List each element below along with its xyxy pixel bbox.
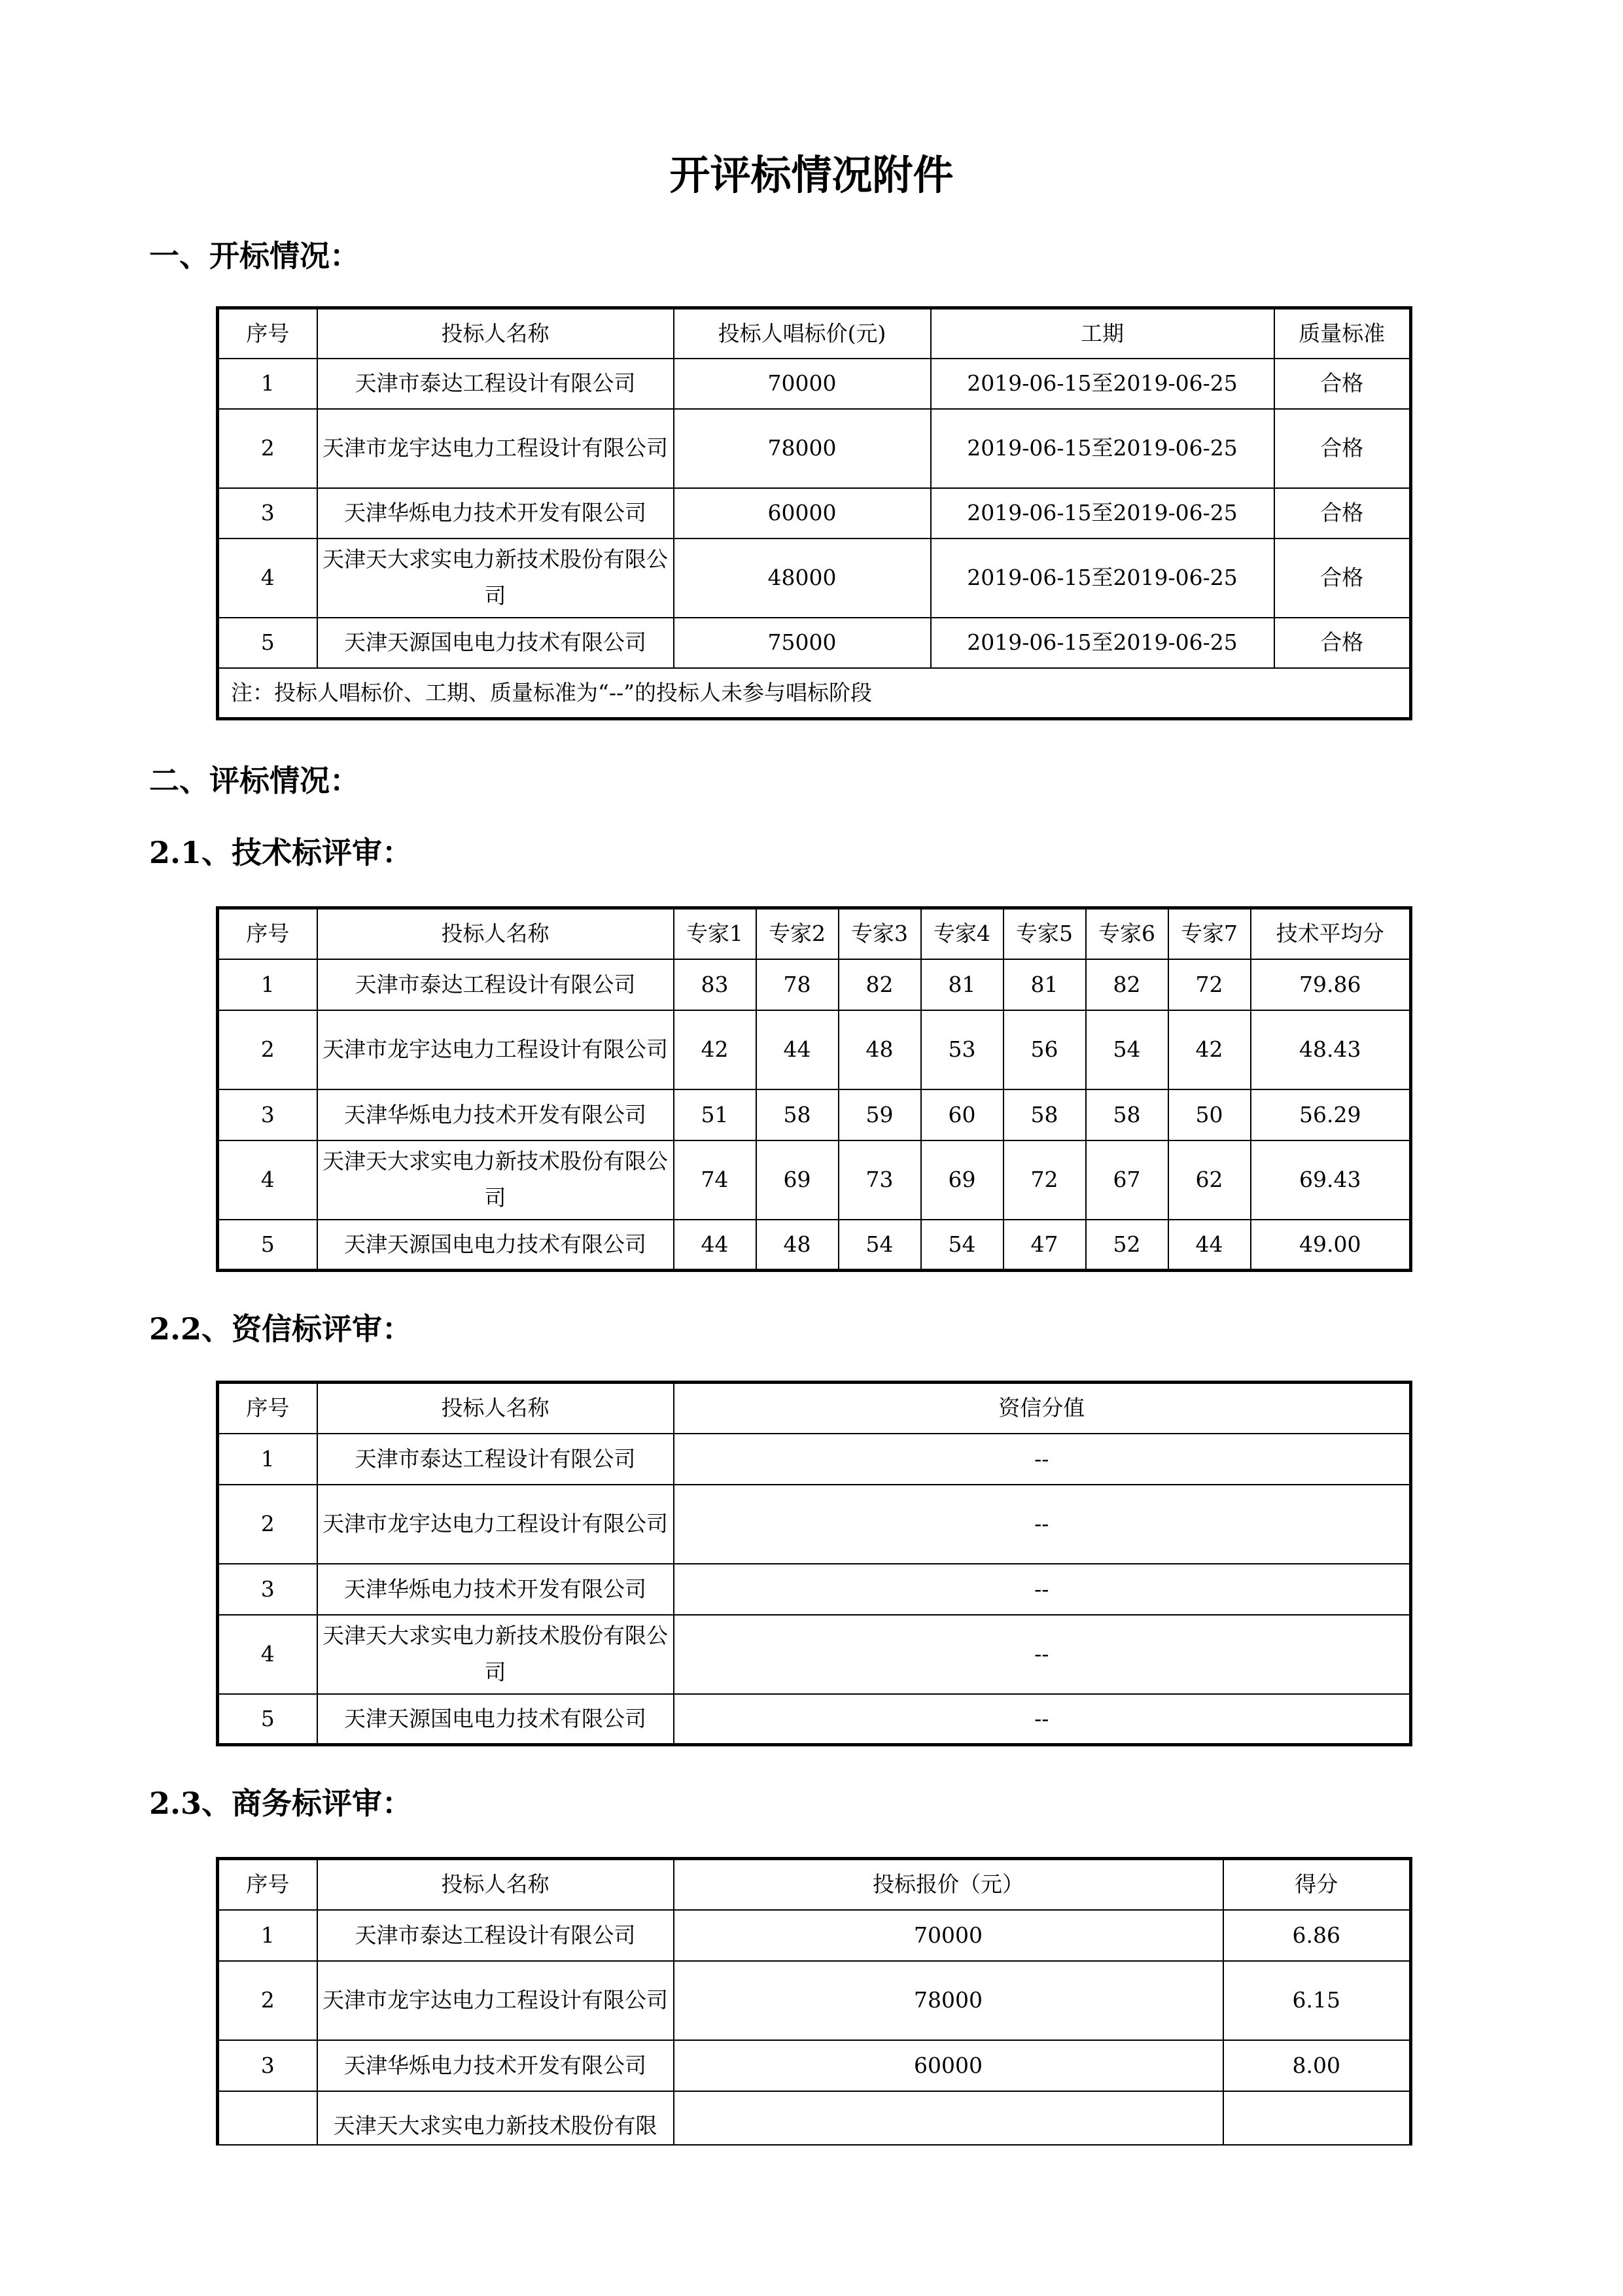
construction-period: 2019-06-15至2019-06-25 — [931, 539, 1274, 618]
bid-price: 48000 — [674, 539, 931, 618]
header-cell: 投标报价（元） — [674, 1859, 1223, 1910]
bidder-name: 天津天源国电电力技术有限公司 — [317, 1220, 674, 1271]
row-number: 3 — [218, 488, 317, 539]
bidder-name: 天津天源国电电力技术有限公司 — [317, 1694, 674, 1745]
bidder-name: 天津市泰达工程设计有限公司 — [317, 1434, 674, 1485]
expert-score: 72 — [1168, 959, 1251, 1010]
table-header-row — [218, 1859, 1411, 1910]
expert-score: 72 — [1003, 1140, 1086, 1220]
expert-score: 73 — [839, 1140, 921, 1220]
expert-score: 82 — [1086, 959, 1168, 1010]
bidder-name: 天津市泰达工程设计有限公司 — [317, 1910, 674, 1961]
bid-price — [674, 2091, 1223, 2145]
table-row — [218, 1140, 1411, 1220]
row-number: 1 — [218, 959, 317, 1010]
header-cell: 质量标准 — [1274, 308, 1411, 359]
table-row — [218, 1220, 1411, 1271]
expert-score: 83 — [674, 959, 756, 1010]
expert-score: 53 — [921, 1010, 1003, 1089]
bid-price: 75000 — [674, 618, 931, 668]
expert-score: 58 — [756, 1089, 839, 1140]
row-number: 4 — [218, 1140, 317, 1220]
expert-score: 42 — [674, 1010, 756, 1089]
expert-score: 48 — [839, 1010, 921, 1089]
table-note: 注：投标人唱标价、工期、质量标准为“--”的投标人未参与唱标阶段 — [218, 668, 1411, 719]
table-row — [218, 1564, 1411, 1615]
table-row — [218, 2040, 1411, 2091]
header-cell: 专家3 — [839, 908, 921, 959]
row-number — [218, 2091, 317, 2145]
credit-score: -- — [674, 1615, 1411, 1694]
table-row — [218, 1961, 1411, 2040]
construction-period: 2019-06-15至2019-06-25 — [931, 618, 1274, 668]
table-row — [218, 1910, 1411, 1961]
table-row — [218, 618, 1411, 668]
bid-price: 60000 — [674, 2040, 1223, 2091]
header-cell: 序号 — [218, 908, 317, 959]
expert-score: 81 — [921, 959, 1003, 1010]
row-number: 2 — [218, 1485, 317, 1564]
header-cell: 专家4 — [921, 908, 1003, 959]
table-header-row — [218, 308, 1411, 359]
expert-score: 54 — [1086, 1010, 1168, 1089]
bidder-name: 天津市泰达工程设计有限公司 — [317, 359, 674, 409]
expert-score: 52 — [1086, 1220, 1168, 1271]
table-row — [218, 959, 1411, 1010]
expert-score: 69 — [921, 1140, 1003, 1220]
table-row — [218, 1434, 1411, 1485]
quality-standard: 合格 — [1274, 488, 1411, 539]
section-commercial-review: 2.3、商务标评审： — [149, 1786, 413, 1821]
header-cell: 投标人名称 — [317, 1859, 674, 1910]
header-cell: 序号 — [218, 1859, 317, 1910]
commercial-score: 6.15 — [1223, 1961, 1411, 2040]
expert-score: 54 — [921, 1220, 1003, 1271]
header-cell: 专家5 — [1003, 908, 1086, 959]
bidder-name: 天津市龙宇达电力工程设计有限公司 — [317, 409, 674, 488]
expert-score: 51 — [674, 1089, 756, 1140]
expert-score: 62 — [1168, 1140, 1251, 1220]
commercial-score — [1223, 2091, 1411, 2145]
table-header-row — [218, 908, 1411, 959]
header-cell: 专家7 — [1168, 908, 1251, 959]
expert-score: 69 — [756, 1140, 839, 1220]
expert-score: 44 — [756, 1010, 839, 1089]
bidder-name: 天津华烁电力技术开发有限公司 — [317, 1089, 674, 1140]
expert-score: 82 — [839, 959, 921, 1010]
row-number: 3 — [218, 2040, 317, 2091]
row-number: 2 — [218, 1010, 317, 1089]
bid-price: 70000 — [674, 359, 931, 409]
header-cell: 序号 — [218, 308, 317, 359]
row-number: 5 — [218, 1220, 317, 1271]
expert-score: 54 — [839, 1220, 921, 1271]
credit-review-table — [216, 1381, 1412, 1746]
header-cell: 投标人名称 — [317, 1383, 674, 1434]
row-number: 3 — [218, 1089, 317, 1140]
expert-score: 48 — [756, 1220, 839, 1271]
bidder-name: 天津天大求实电力新技术股份有限公司 — [317, 1140, 674, 1220]
header-cell: 专家2 — [756, 908, 839, 959]
expert-score: 56 — [1003, 1010, 1086, 1089]
bid-opening-table — [216, 306, 1412, 720]
table-row — [218, 1615, 1411, 1694]
table-row — [218, 409, 1411, 488]
header-cell: 投标人名称 — [317, 908, 674, 959]
row-number: 5 — [218, 618, 317, 668]
table-row — [218, 1010, 1411, 1089]
bidder-name: 天津天源国电电力技术有限公司 — [317, 618, 674, 668]
credit-score: -- — [674, 1485, 1411, 1564]
bidder-name: 天津市泰达工程设计有限公司 — [317, 959, 674, 1010]
expert-score: 58 — [1086, 1089, 1168, 1140]
header-cell: 投标人唱标价(元) — [674, 308, 931, 359]
expert-score: 74 — [674, 1140, 756, 1220]
section-credit-review: 2.2、资信标评审： — [149, 1311, 413, 1347]
header-cell: 专家6 — [1086, 908, 1168, 959]
bid-price: 78000 — [674, 409, 931, 488]
row-number: 1 — [218, 1434, 317, 1485]
bidder-name: 天津市龙宇达电力工程设计有限公司 — [317, 1961, 674, 2040]
row-number: 2 — [218, 1961, 317, 2040]
table-row — [218, 539, 1411, 618]
bidder-name: 天津华烁电力技术开发有限公司 — [317, 1564, 674, 1615]
technical-average: 69.43 — [1251, 1140, 1411, 1220]
table-row — [218, 488, 1411, 539]
bid-price: 70000 — [674, 1910, 1223, 1961]
expert-score: 81 — [1003, 959, 1086, 1010]
commercial-score: 6.86 — [1223, 1910, 1411, 1961]
bidder-name: 天津天大求实电力新技术股份有限公司 — [317, 1615, 674, 1694]
table-row-partial — [218, 2091, 1411, 2145]
credit-score: -- — [674, 1434, 1411, 1485]
header-cell: 技术平均分 — [1251, 908, 1411, 959]
row-number: 5 — [218, 1694, 317, 1745]
bidder-name: 天津市龙宇达电力工程设计有限公司 — [317, 1010, 674, 1089]
construction-period: 2019-06-15至2019-06-25 — [931, 359, 1274, 409]
expert-score: 78 — [756, 959, 839, 1010]
row-number: 4 — [218, 1615, 317, 1694]
expert-score: 50 — [1168, 1089, 1251, 1140]
credit-score: -- — [674, 1564, 1411, 1615]
expert-score: 44 — [1168, 1220, 1251, 1271]
header-cell: 工期 — [931, 308, 1274, 359]
commercial-review-table — [216, 1857, 1412, 2146]
bidder-name: 天津市龙宇达电力工程设计有限公司 — [317, 1485, 674, 1564]
expert-score: 42 — [1168, 1010, 1251, 1089]
expert-score: 44 — [674, 1220, 756, 1271]
header-cell: 得分 — [1223, 1859, 1411, 1910]
technical-average: 79.86 — [1251, 959, 1411, 1010]
document-title: 开评标情况附件 — [669, 151, 954, 199]
section-evaluation: 二、评标情况： — [149, 763, 360, 798]
header-cell: 投标人名称 — [317, 308, 674, 359]
row-number: 2 — [218, 409, 317, 488]
table-header-row — [218, 1383, 1411, 1434]
row-number: 1 — [218, 1910, 317, 1961]
header-cell: 序号 — [218, 1383, 317, 1434]
table-row — [218, 1485, 1411, 1564]
table-row — [218, 1089, 1411, 1140]
bid-price: 78000 — [674, 1961, 1223, 2040]
expert-score: 47 — [1003, 1220, 1086, 1271]
quality-standard: 合格 — [1274, 618, 1411, 668]
bidder-name: 天津华烁电力技术开发有限公司 — [317, 2040, 674, 2091]
header-cell: 资信分值 — [674, 1383, 1411, 1434]
technical-average: 56.29 — [1251, 1089, 1411, 1140]
technical-average: 48.43 — [1251, 1010, 1411, 1089]
technical-average: 49.00 — [1251, 1220, 1411, 1271]
bidder-name: 天津华烁电力技术开发有限公司 — [317, 488, 674, 539]
construction-period: 2019-06-15至2019-06-25 — [931, 488, 1274, 539]
technical-review-table — [216, 906, 1412, 1272]
table-note-row — [218, 668, 1411, 719]
expert-score: 60 — [921, 1089, 1003, 1140]
bid-price: 60000 — [674, 488, 931, 539]
row-number: 4 — [218, 539, 317, 618]
bidder-name: 天津天大求实电力新技术股份有限公司 — [317, 539, 674, 618]
row-number: 3 — [218, 1564, 317, 1615]
quality-standard: 合格 — [1274, 539, 1411, 618]
quality-standard: 合格 — [1274, 409, 1411, 488]
expert-score: 58 — [1003, 1089, 1086, 1140]
table-row — [218, 359, 1411, 409]
expert-score: 67 — [1086, 1140, 1168, 1220]
construction-period: 2019-06-15至2019-06-25 — [931, 409, 1274, 488]
section-technical-review: 2.1、技术标评审： — [149, 835, 413, 870]
header-cell: 专家1 — [674, 908, 756, 959]
row-number: 1 — [218, 359, 317, 409]
credit-score: -- — [674, 1694, 1411, 1745]
expert-score: 59 — [839, 1089, 921, 1140]
table-row — [218, 1694, 1411, 1745]
section-bid-opening: 一、开标情况： — [149, 238, 360, 274]
commercial-score: 8.00 — [1223, 2040, 1411, 2091]
quality-standard: 合格 — [1274, 359, 1411, 409]
bidder-name: 天津天大求实电力新技术股份有限 — [317, 2091, 674, 2145]
